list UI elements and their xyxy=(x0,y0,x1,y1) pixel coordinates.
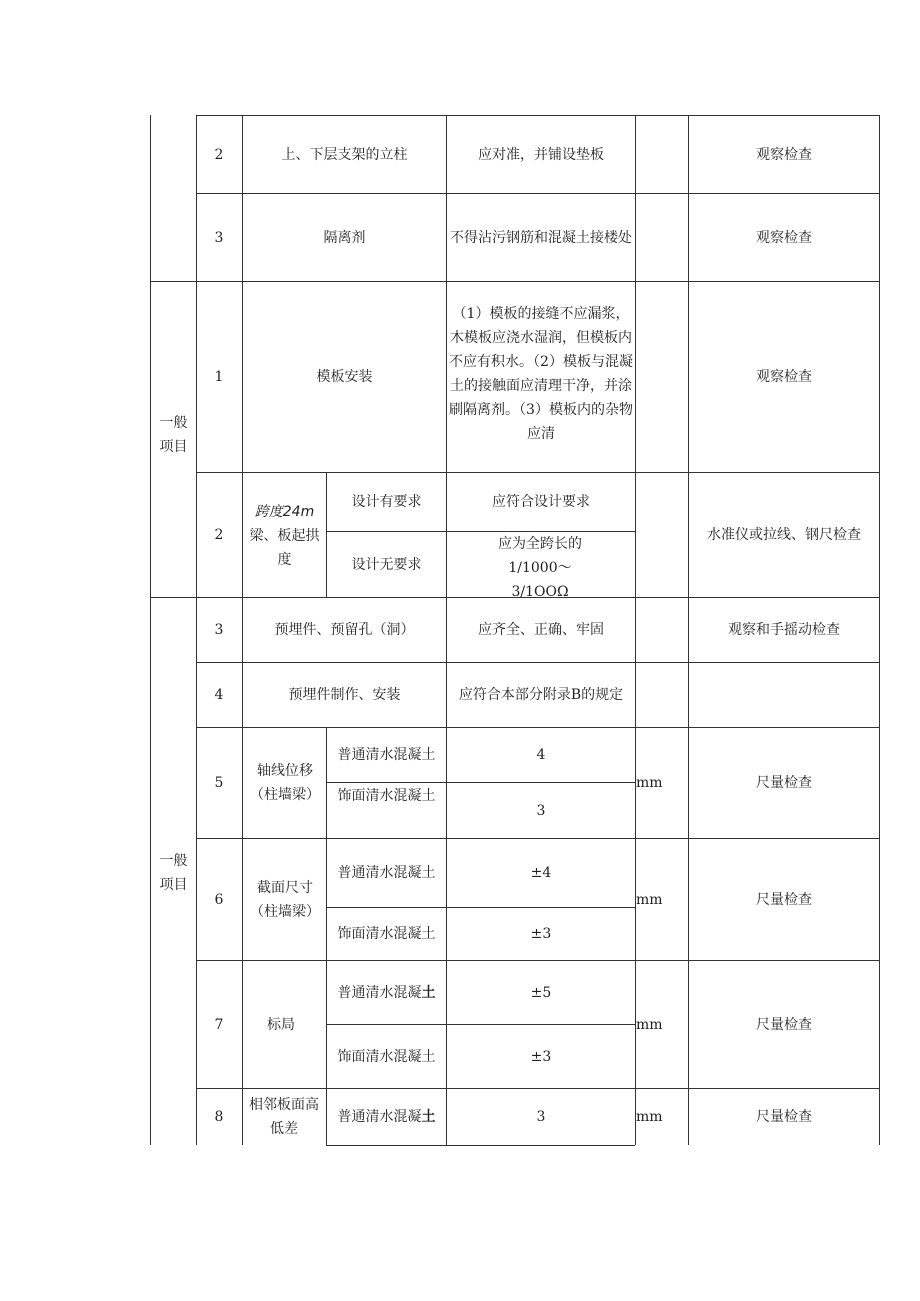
requirement: （1）模板的接缝不应漏浆，木模板应浇水湿润，但模板内不应有积水。（2）模板与混凝土的接触面应清理干净，并涂刷隔离剂。（3）模板内的杂物应清 xyxy=(449,306,633,442)
item-name: 隔离剂 xyxy=(323,229,366,246)
requirement: 不得沾污钢筋和混凝土接楼处 xyxy=(450,229,632,246)
category-label: 一般项目 xyxy=(159,415,188,455)
inspection-method: 观察检查 xyxy=(756,146,812,163)
sub-condition-suffix: 土 xyxy=(421,1109,436,1125)
item-name: 截面尺寸（柱墙梁） xyxy=(250,879,320,920)
tolerance-value: 3 xyxy=(536,1109,546,1125)
requirement: 应符合设计要求 xyxy=(492,494,590,510)
row-number: 6 xyxy=(214,891,224,908)
item-name: 预埋件制作、安装 xyxy=(288,687,401,703)
inspection-method: 观察和手摇动检查 xyxy=(728,622,840,638)
sub-condition-text: 普通清水混凝 xyxy=(337,1109,422,1125)
row-number: 8 xyxy=(214,1109,224,1125)
sub-condition: 设计有要求 xyxy=(351,494,422,510)
row-number: 3 xyxy=(214,229,224,246)
inspection-method: 观察检查 xyxy=(756,369,812,385)
requirement: 应为全跨长的1/1000～3/1OOΩ xyxy=(498,536,582,600)
row-number: 7 xyxy=(214,1016,224,1033)
item-name: 上、下层支架的立柱 xyxy=(281,146,408,163)
row-number: 5 xyxy=(214,775,224,791)
sub-condition-suffix: 土 xyxy=(421,984,436,1001)
sub-condition: 饰面清水混凝土 xyxy=(337,787,436,804)
sub-condition: 普通清水混凝土 xyxy=(337,747,436,763)
inspection-method: 尺量检查 xyxy=(756,1109,812,1125)
item-name: 轴线位移（柱墙梁） xyxy=(250,763,320,803)
sub-condition: 饰面清水混凝土 xyxy=(337,926,436,942)
inspection-method: 尺量检查 xyxy=(756,891,812,908)
tolerance-value: ±3 xyxy=(530,926,552,942)
tolerance-value: 3 xyxy=(536,802,546,819)
inspection-method: 尺量检查 xyxy=(756,1016,812,1033)
sub-condition xyxy=(327,961,446,1024)
sub-condition-text: 普通清水混凝 xyxy=(337,984,422,1001)
sub-condition: 设计无要求 xyxy=(351,556,422,573)
item-span-label xyxy=(243,496,326,576)
sub-condition: 普通清水混凝土 xyxy=(337,865,436,881)
tolerance-value: ±3 xyxy=(530,1048,552,1065)
sub-condition: 饰面清水混凝土 xyxy=(337,1048,436,1065)
requirement: 应对准，并铺设垫板 xyxy=(478,146,604,163)
item-name: 预埋件、预留孔（洞） xyxy=(274,622,415,638)
tolerance-value: 4 xyxy=(536,747,546,763)
rule xyxy=(150,115,151,1145)
inspection-method: 水准仪或拉线、钢尺检查 xyxy=(707,527,861,543)
unit: mm xyxy=(636,1109,663,1125)
category-label: 一般项目 xyxy=(159,853,188,893)
item-name: 相邻板面高低差 xyxy=(249,1097,319,1137)
span-text: 跨度24m xyxy=(254,504,315,520)
rule xyxy=(326,1145,635,1146)
row-number: 1 xyxy=(214,369,224,385)
rule xyxy=(879,115,880,1145)
row-number: 3 xyxy=(214,622,224,638)
requirement: 应符合本部分附录B的规定 xyxy=(458,687,624,703)
item-name: 标局 xyxy=(267,1016,295,1033)
inspection-method: 尺量检查 xyxy=(756,775,812,791)
row-number: 2 xyxy=(214,146,224,163)
requirement: 应齐全、正确、牢固 xyxy=(478,622,604,638)
tolerance-value: ±4 xyxy=(530,865,552,881)
inspection-method: 观察检查 xyxy=(756,229,812,246)
tolerance-value: ±5 xyxy=(530,984,552,1001)
camber-text: 梁、板起拱度 xyxy=(249,528,320,568)
row-number: 4 xyxy=(214,687,224,703)
sub-condition xyxy=(327,1089,446,1145)
unit: mm xyxy=(636,775,663,791)
unit: mm xyxy=(636,1016,663,1033)
unit: mm xyxy=(636,891,663,908)
item-name: 模板安装 xyxy=(316,369,373,385)
row-number: 2 xyxy=(214,527,224,543)
